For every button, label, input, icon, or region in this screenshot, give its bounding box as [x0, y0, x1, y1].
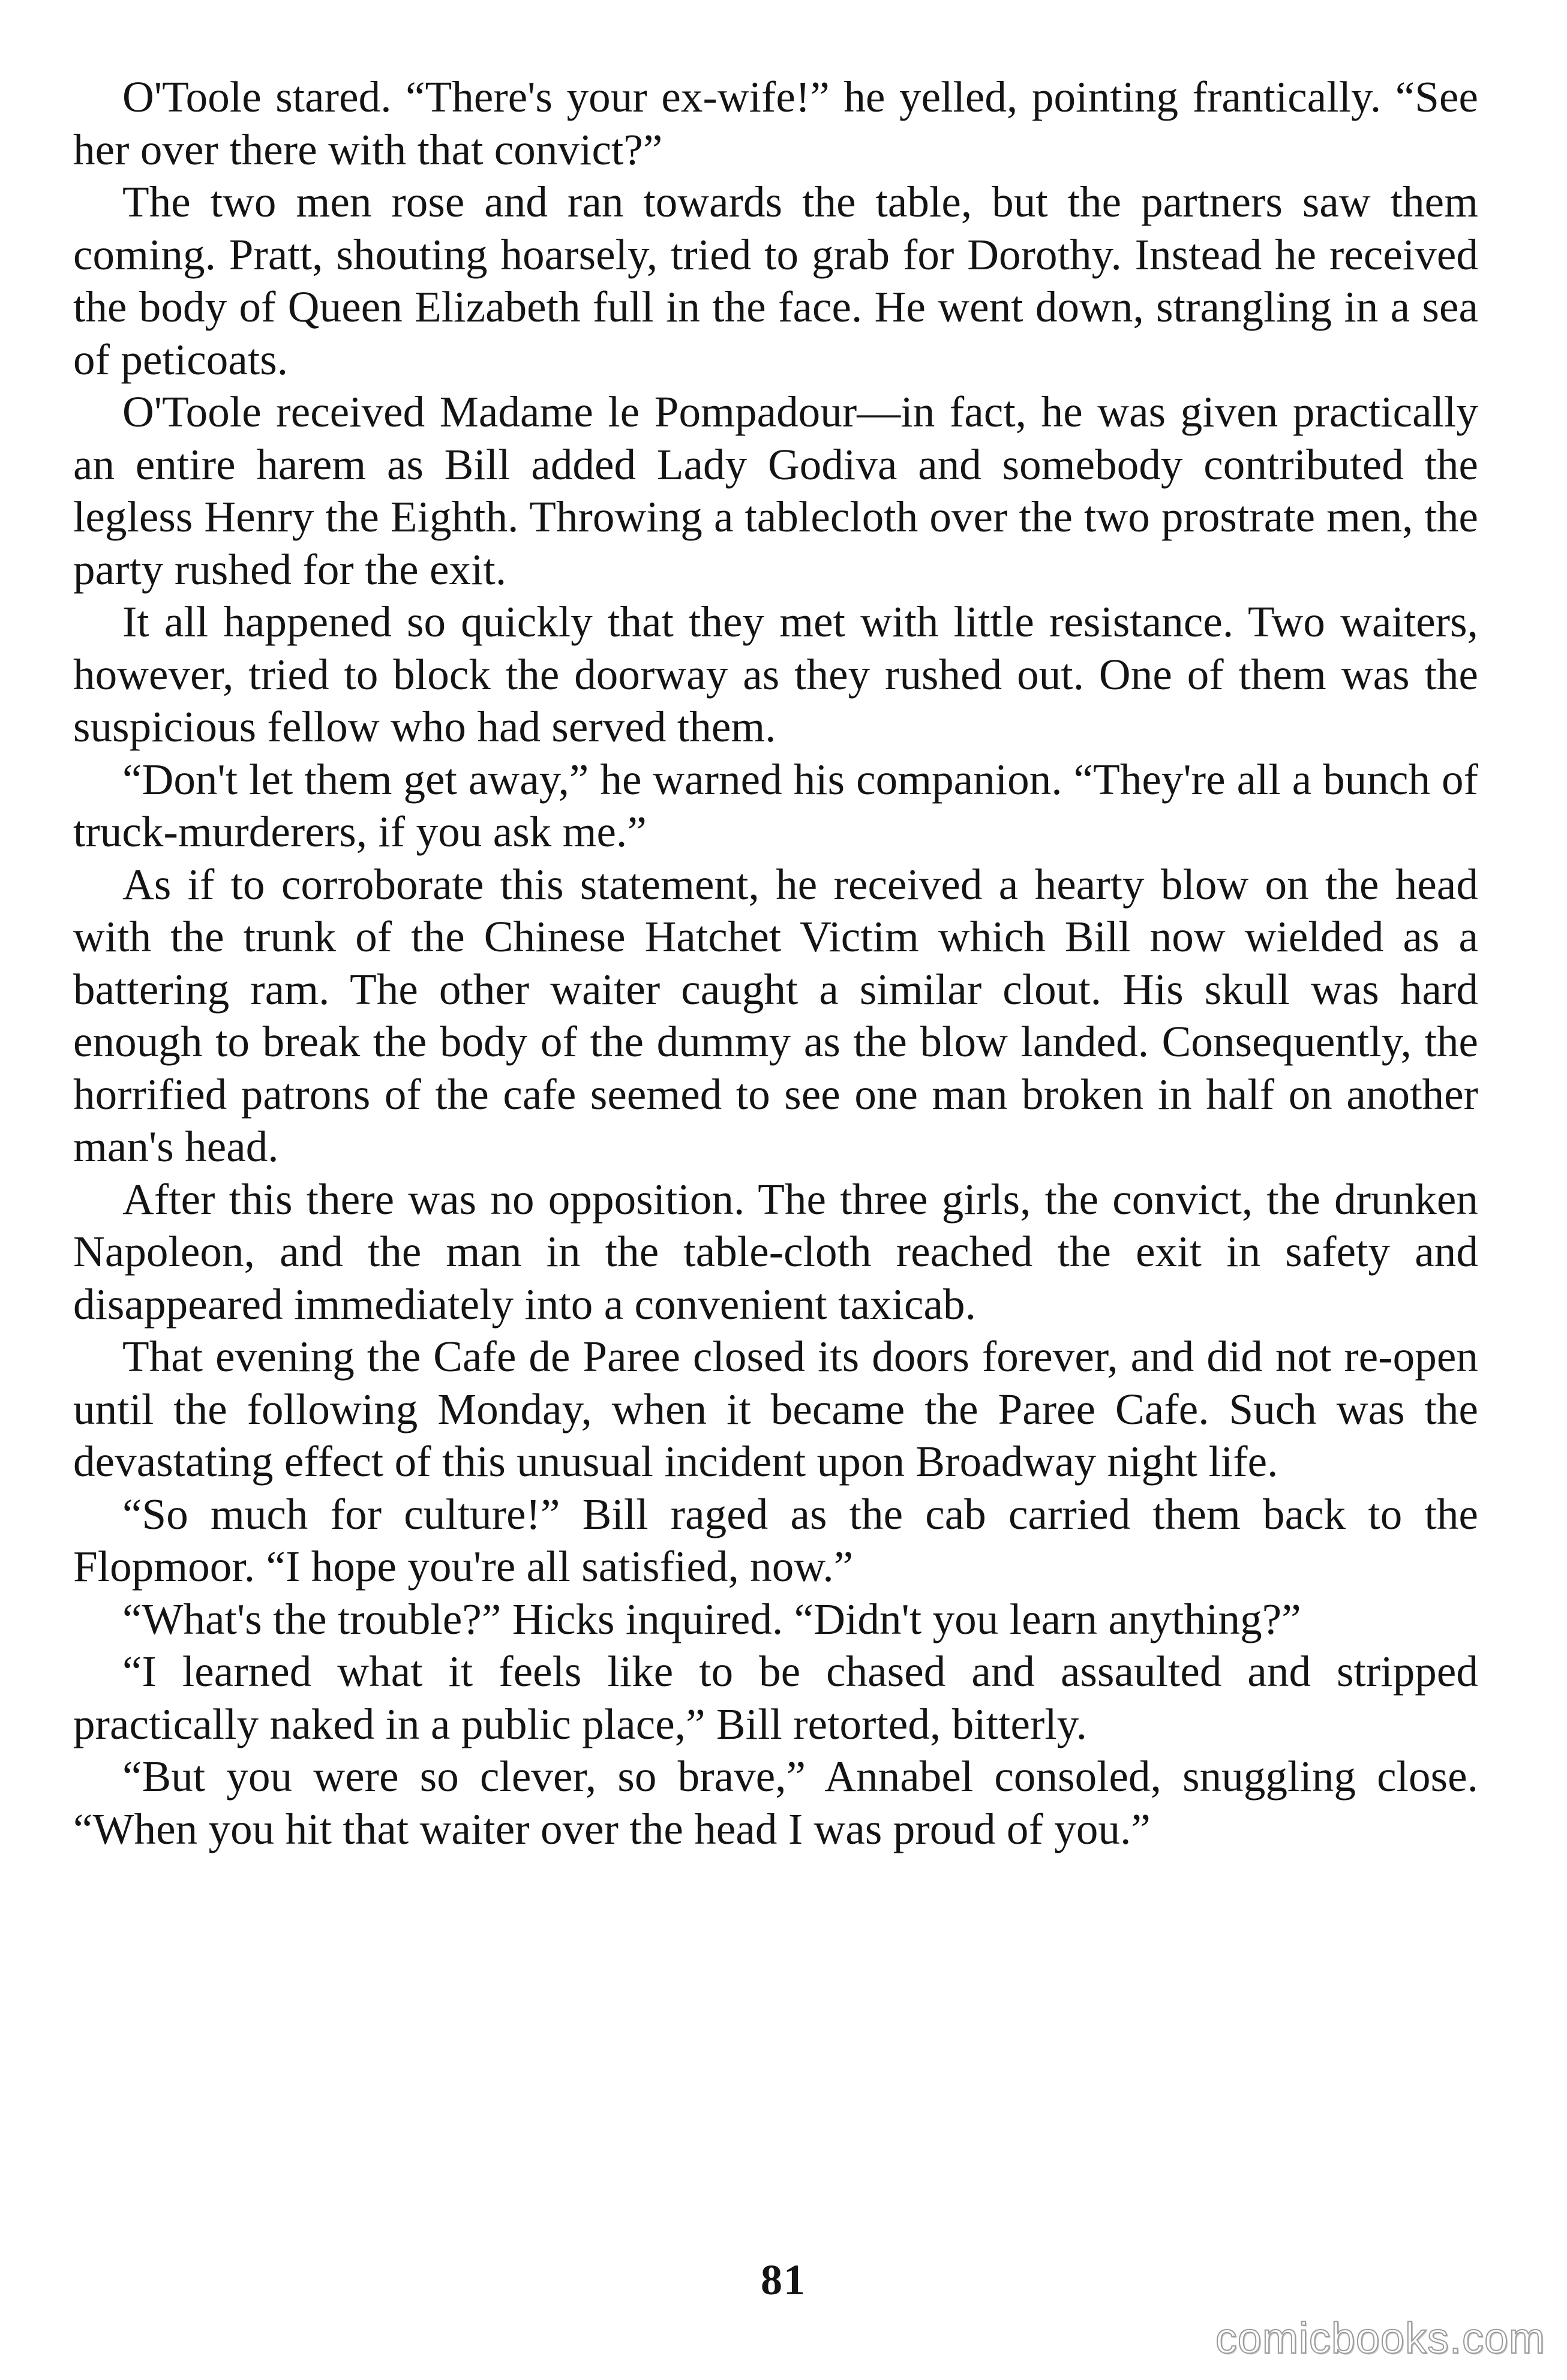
- paragraph-12: “But you were so clever, so brave,” Annabel consoled, snuggling close. “When you hit that waiter over the head I was proud of you.”: [73, 1752, 1478, 1853]
- paragraph-4: It all happened so quickly that they met with little resistance. Two waiters, however, tried to block the doorway as they rushed out. One of them was the suspicious fellow who had served them.: [73, 597, 1478, 751]
- paragraph-10: “What's the trouble?” Hicks inquired. “Didn't you learn anything?”: [122, 1594, 1301, 1643]
- paragraph-3: O'Toole received Madame le Pompadour—in fact, he was given practically an entire harem as Bill added Lady Godiva and somebody contributed the legless Henry the Eighth. Throwing a tablecloth over the two prostrate men, the party rushed for the exit.: [73, 387, 1478, 594]
- paragraph-8: That evening the Cafe de Paree closed its doors forever, and did not re-open until the following Monday, when it became the Paree Cafe. Such was the devastating effect of this unusual incident upon Broadway night life.: [73, 1332, 1478, 1486]
- paragraph-11: “I learned what it feels like to be chased and assaulted and stripped practically naked in a public place,” Bill retorted, bitterly.: [73, 1647, 1478, 1748]
- book-page-text: [73, 71, 1478, 1855]
- page-number: 81: [761, 2256, 806, 2304]
- paragraph-6: As if to corroborate this statement, he received a hearty blow on the head with the trunk of the Chinese Hatchet Victim which Bill now wielded as a battering ram. The other waiter caught a similar clout. His skull was hard enough to break the body of the dummy as the blow landed. Consequently, the horrified patrons of the cafe seemed to see one man broken in half on another man's head.: [73, 860, 1478, 1171]
- paragraph-5: “Don't let them get away,” he warned his companion. “They're all a bunch of truck-murderers, if you ask me.”: [73, 755, 1478, 856]
- watermark: comicbooks.com: [1215, 2315, 1545, 2363]
- paragraph-9: “So much for culture!” Bill raged as the cab carried them back to the Flopmoor. “I hope you're all satisfied, now.”: [73, 1489, 1478, 1591]
- paragraph-1: O'Toole stared. “There's your ex-wife!” he yelled, pointing frantically. “See her over there with that convict?”: [73, 73, 1478, 174]
- paragraph-7: After this there was no opposition. The three girls, the convict, the drunken Napoleon, and the man in the table-cloth reached the exit in safety and disappeared immediately into a convenient taxicab.: [73, 1174, 1478, 1329]
- paragraph-2: The two men rose and ran towards the table, but the partners saw them coming. Pratt, shouting hoarsely, tried to grab for Dorothy. Instead he received the body of Queen Elizabeth full in the face. He went down, strangling in a sea of peticoats.: [73, 178, 1478, 384]
